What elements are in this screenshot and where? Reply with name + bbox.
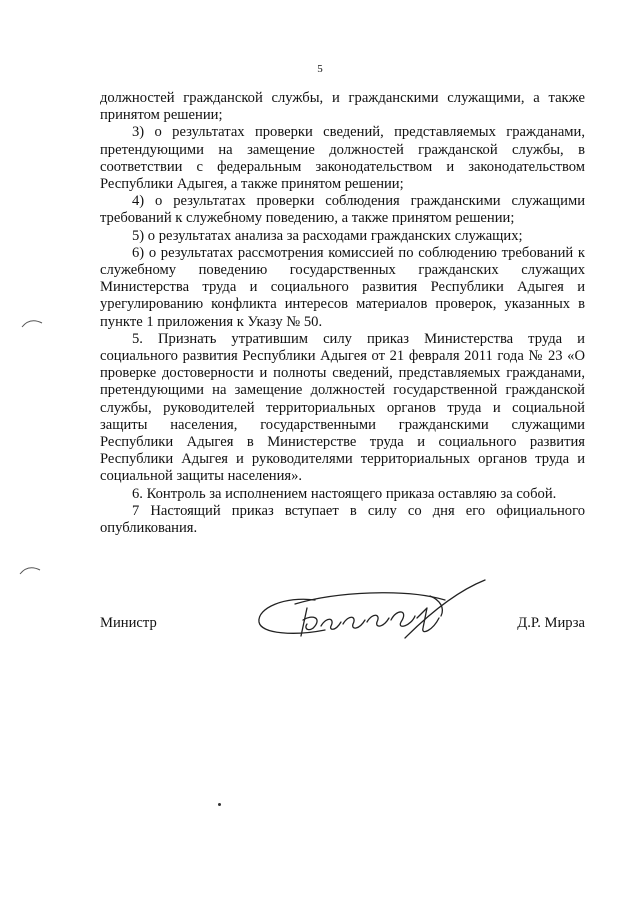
punch-mark-icon bbox=[18, 562, 42, 576]
paragraph-clause-5: 5. Признать утратившим силу приказ Министерства труда и социального развития Республики Адыгея от 21 февраля 2011 года № 23 «О проверке достоверности и полноты сведений, представляемых гражданами, претендующими на замещение должностей государственной гражданской службы, руководителей территориальных органов труда и социальной защиты населения, государственными гражданскими служащими Республики Адыгея в Министерстве труда и социального развития Республики Адыгея и руководителями территориальных органов труда и социальной защиты населения». bbox=[100, 330, 585, 485]
position-title: Министр bbox=[100, 615, 157, 631]
paragraph-item-6: 6) о результатах рассмотрения комиссией по соблюдению требований к служебному поведению государственных гражданских служащих Министерства труда и социального развития Республики Адыгея и урегулированию конфликта интересов материалов проверок, указанных в пункте 1 приложения к Указу № 50. bbox=[100, 244, 585, 330]
paragraph-continuation: должностей гражданской службы, и гражданскими служащими, а также принятом решении; bbox=[100, 90, 585, 124]
paragraph-item-4: 4) о результатах проверки соблюдения гражданскими служащими требований к служебному поведению, а также принятом решении; bbox=[100, 193, 585, 227]
paragraph-clause-6: 6. Контроль за исполнением настоящего приказа оставляю за собой. bbox=[132, 485, 557, 502]
stray-mark bbox=[218, 803, 221, 806]
document-body bbox=[100, 90, 585, 537]
paragraph-clause-7: 7 Настоящий приказ вступает в силу со дня его официального опубликования. bbox=[100, 502, 585, 537]
handwritten-signature bbox=[255, 578, 490, 648]
paragraph-item-3: 3) о результатах проверки сведений, представляемых гражданами, претендующими на замещение должностей гражданской службы, в соответствии с федеральным законодательством и законодательством Республики Адыгея, а также принятом решении; bbox=[100, 124, 585, 193]
punch-mark-icon bbox=[20, 315, 44, 329]
signatory-name: Д.Р. Мирза bbox=[517, 615, 585, 631]
paragraph-item-5: 5) о результатах анализа за расходами гражданских служащих; bbox=[132, 227, 523, 244]
page-number: 5 bbox=[317, 63, 323, 75]
